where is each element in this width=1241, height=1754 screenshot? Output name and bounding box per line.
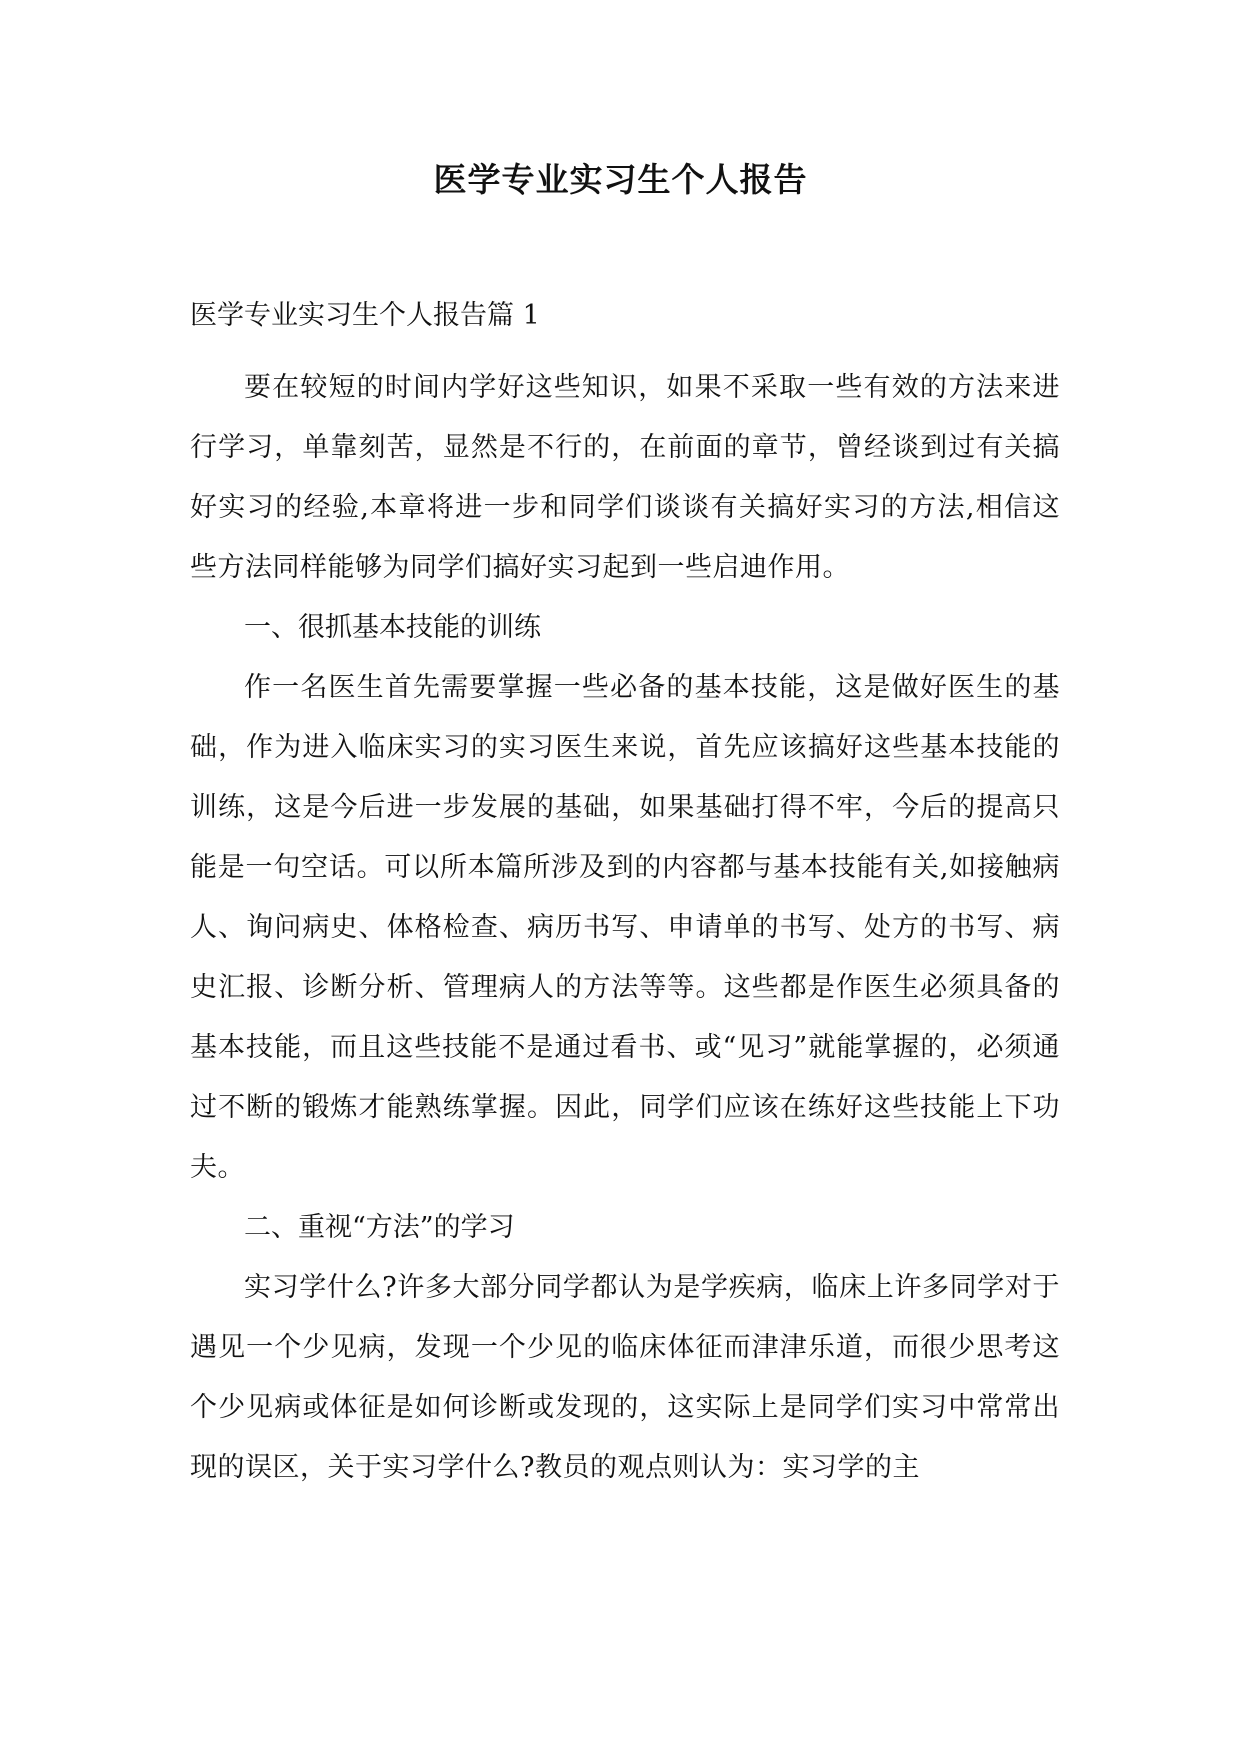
document-body — [190, 358, 1060, 1498]
paragraph-methods: 实习学什么?许多大部分同学都认为是学疾病，临床上许多同学对于遇见一个少见病，发现一个少见的临床体征而津津乐道，而很少思考这个少见病或体征是如何诊断或发现的，这实际上是同学们实习中常常出现的误区，关于实习学什么?教员的观点则认为：实习学的主 — [190, 1272, 1060, 1483]
section-heading-1: 一、很抓基本技能的训练 — [244, 612, 541, 643]
document-title: 医学专业实习生个人报告 — [433, 160, 808, 199]
paragraph-skills: 作一名医生首先需要掌握一些必备的基本技能，这是做好医生的基础，作为进入临床实习的实习医生来说，首先应该搞好这些基本技能的训练，这是今后进一步发展的基础，如果基础打得不牢，今后的提高只能是一句空话。可以所本篇所涉及到的内容都与基本技能有关,如接触病人、询问病史、体格检查、病历书写、申请单的书写、处方的书写、病史汇报、诊断分析、管理病人的方法等等。这些都是作医生必须具备的基本技能，而且这些技能不是通过看书、或“见习”就能掌握的，必须通过不断的锻炼才能熟练掌握。因此，同学们应该在练好这些技能上下功夫。 — [190, 672, 1060, 1183]
document-subtitle: 医学专业实习生个人报告篇 1 — [190, 300, 540, 331]
paragraph-intro: 要在较短的时间内学好这些知识，如果不采取一些有效的方法来进行学习，单靠刻苦，显然是不行的，在前面的章节，曾经谈到过有关搞好实习的经验,本章将进一步和同学们谈谈有关搞好实习的方法,相信这些方法同样能够为同学们搞好实习起到一些启迪作用。 — [190, 372, 1060, 583]
section-heading-2: 二、重视“方法”的学习 — [244, 1212, 515, 1243]
